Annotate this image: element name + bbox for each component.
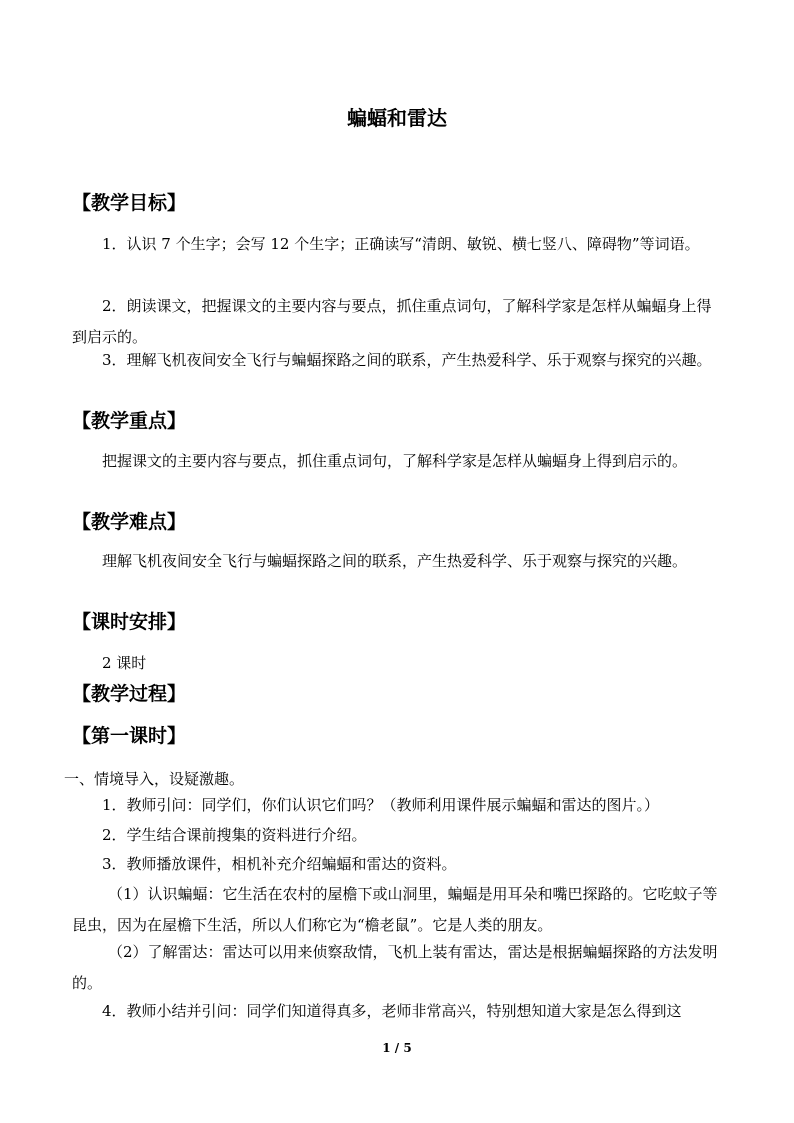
schedule-text: 2 课时 xyxy=(102,654,147,672)
difficulty-text: 理解飞机夜间安全飞行与蝙蝠探路之间的联系，产生热爱科学、乐于观察与探究的兴趣。 xyxy=(102,552,688,570)
part1-item: （1）认识蝙蝠：它生活在农村的屋檐下或山洞里，蝙蝠是用耳朵和嘴巴探路的。它吃蚊子等昆虫，因为在屋檐下生活，所以人们称它为“檐老鼠”。它是人类的朋友。 xyxy=(72,885,718,934)
goal-item: 1．认识 7 个生字；会写 12 个生字；正确读写“清朗、敏锐、横七竖八、障碍物”等词语。 xyxy=(102,235,700,253)
schedule-heading: 【课时安排】 xyxy=(72,611,187,633)
difficulty-heading: 【教学难点】 xyxy=(72,511,187,533)
lesson1-heading: 【第一课时】 xyxy=(72,725,187,747)
goal-item: 2．朗读课文，把握课文的主要内容与要点，抓住重点词句，了解科学家是怎样从蝙蝠身上得到启示的。 xyxy=(72,297,712,346)
key-heading: 【教学重点】 xyxy=(72,410,187,432)
part1-item: 1．教师引问：同学们，你们认识它们吗？（教师利用课件展示蝙蝠和雷达的图片。） xyxy=(102,796,660,814)
part1-item: 2．学生结合课前搜集的资料进行介绍。 xyxy=(102,826,367,844)
key-text: 把握课文的主要内容与要点，抓住重点词句，了解科学家是怎样从蝙蝠身上得到启示的。 xyxy=(102,452,688,470)
part1-item: 3．教师播放课件，相机补充介绍蝙蝠和雷达的资料。 xyxy=(102,855,457,873)
goal-item: 3．理解飞机夜间安全飞行与蝙蝠探路之间的联系，产生热爱科学、乐于观察与探究的兴趣。 xyxy=(102,351,712,369)
document-title: 蝙蝠和雷达 xyxy=(347,106,447,130)
part1-item: 4．教师小结并引问：同学们知道得真多，老师非常高兴，特别想知道大家是怎么得到这 xyxy=(102,1002,682,1020)
part1-title: 一、情境导入，设疑激趣。 xyxy=(64,770,245,788)
process-heading: 【教学过程】 xyxy=(72,683,187,705)
part1-item: （2）了解雷达：雷达可以用来侦察敌情，飞机上装有雷达，雷达是根据蝙蝠探路的方法发明的。 xyxy=(72,943,718,992)
page-number: 1 / 5 xyxy=(382,1041,412,1055)
goals-heading: 【教学目标】 xyxy=(72,192,187,214)
